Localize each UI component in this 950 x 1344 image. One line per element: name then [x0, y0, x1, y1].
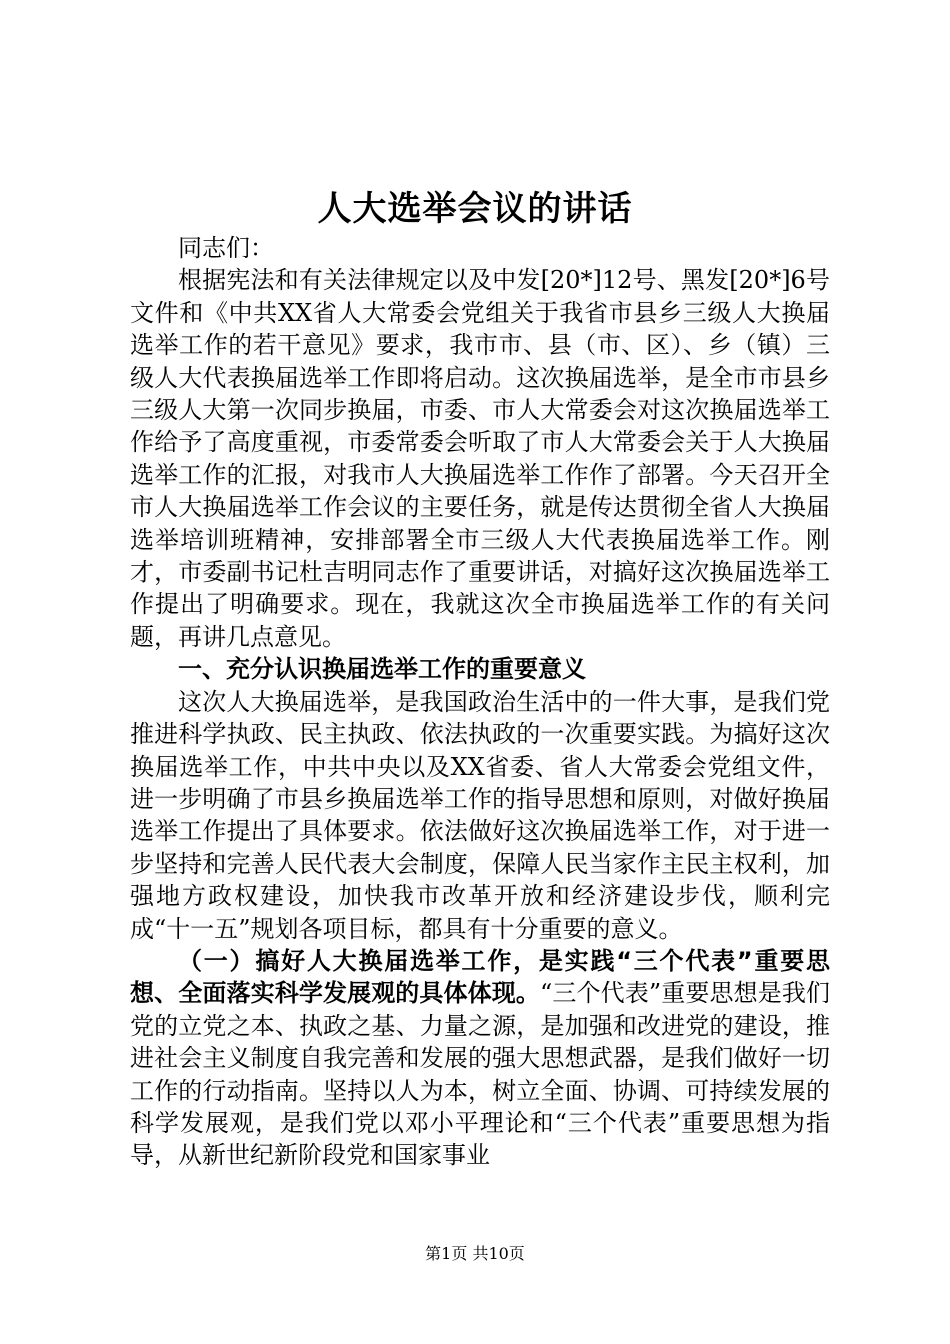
section-paragraph: 这次人大换届选举，是我国政治生活中的一件大事，是我们党推进科学执政、民主执政、依法执政的一次重要实践。为搞好这次换届选举工作，中共中央以及XX省委、省人大常委会党组文件，进一步明确了市县乡换届选举工作的指导思想和原则，对做好换届选举工作提出了具体要求。依法做好这次换届选举工作，对于进一步坚持和完善人民代表大会制度，保障人民当家作主民主权利，加强地方政权建设，加快我市改革开放和经济建设步伐，顺利完成“十一五”规划各项目标，都具有十分重要的意义。 — [130, 687, 830, 943]
subsection-paragraph — [130, 945, 830, 1172]
document-title: 人大选举会议的讲话 — [317, 189, 633, 229]
section-heading: 一、充分认识换届选举工作的重要意义 — [178, 655, 586, 684]
page-footer: 第1页 共10页 — [425, 1244, 525, 1263]
subsection-lead: （一）搞好人大换届选举工作，是实践“三个代表”重要思想、全面落实科学发展观的具体体现。 — [130, 946, 830, 1008]
document-body — [130, 232, 830, 1172]
intro-paragraph: 根据宪法和有关法律规定以及中发[20*]12号、黑发[20*]6号文件和《中共XX省人大常委会党组关于我省市县乡三级人大换届选举工作的若干意见》要求，我市市、县（市、区）、乡（镇）三级人大代表换届选举工作即将启动。这次换届选举，是全市市县乡三级人大第一次同步换届，市委、市人大常委会对这次换届选举工作给予了高度重视，市委常委会听取了市人大常委会关于人大换届选举工作的汇报，对我市人大换届选举工作作了部署。今天召开全市人大换届选举工作会议的主要任务，就是传达贯彻全省人大换届选举培训班精神，安排部署全市三级人大代表换届选举工作。刚才，市委副书记杜吉明同志作了重要讲话，对搞好这次换届选举工作提出了明确要求。现在，我就这次全市换届选举工作的有关问题，再讲几点意见。 — [130, 266, 830, 651]
subsection-text: “三个代表”重要思想是我们党的立党之本、执政之基、力量之源，是加强和改进党的建设，推进社会主义制度自我完善和发展的强大思想武器，是我们做好一切工作的行动指南。坚持以人为本，树立全面、协调、可持续发展的科学发展观，是我们党以邓小平理论和“三个代表”重要思想为指导，从新世纪新阶段党和国家事业 — [130, 979, 830, 1170]
salutation: 同志们： — [178, 234, 274, 262]
